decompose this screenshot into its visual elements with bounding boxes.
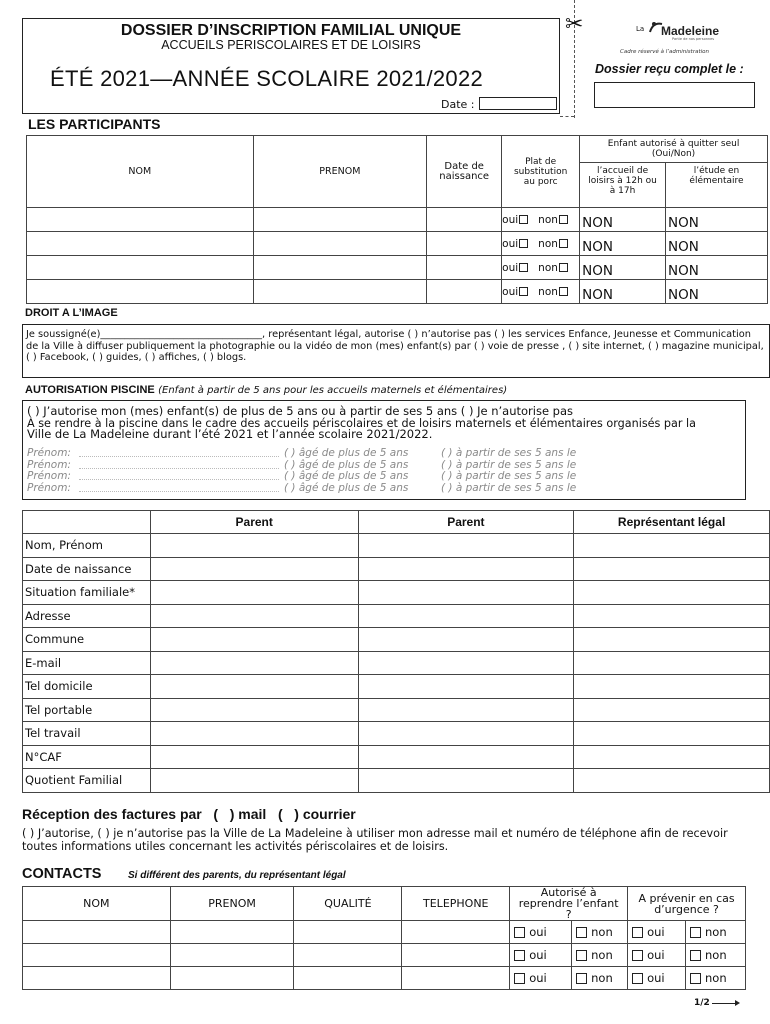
col-qualite: QUALITÉ: [294, 887, 402, 921]
non-checkbox[interactable]: [559, 263, 568, 272]
representant-cell[interactable]: [574, 722, 770, 746]
prenom-cell[interactable]: [253, 208, 427, 232]
scissors-icon: ✂: [565, 12, 584, 37]
oui-checkbox[interactable]: [514, 973, 525, 984]
non-label: non: [591, 948, 613, 962]
date-cell[interactable]: [427, 208, 502, 232]
oui-option[interactable]: [510, 967, 572, 990]
table-row: [23, 698, 770, 722]
parents-table: [22, 510, 770, 793]
representant-cell[interactable]: [574, 745, 770, 769]
prenom-cell[interactable]: [253, 232, 427, 256]
non-option[interactable]: [572, 967, 628, 990]
prenom-field[interactable]: [79, 460, 279, 469]
col-parent-1: Parent: [150, 511, 358, 534]
piscine-note: (Enfant à partir de 5 ans pour les accueils maternels et élémentaires): [158, 385, 508, 396]
contacts-title: CONTACTS: [22, 866, 102, 882]
table-row: [27, 208, 768, 232]
col-parent-2: Parent: [358, 511, 574, 534]
oui-checkbox[interactable]: [519, 287, 528, 296]
contacts-note: Si différent des parents, du représentant légal: [128, 870, 346, 881]
col-representant: Représentant légal: [574, 511, 770, 534]
parent-2-cell[interactable]: [358, 628, 574, 652]
piscine-box: [22, 400, 746, 500]
row-label: Date de naissance: [23, 557, 151, 581]
oui-checkbox[interactable]: [514, 927, 525, 938]
piscine-line-2: À se rendre à la piscine dans le cadre des accueils périscolaires et de loisirs maternels et élémentaires organisés par la: [27, 416, 697, 430]
non-label: non: [591, 925, 613, 939]
oui-label: oui: [647, 948, 665, 962]
non-option[interactable]: [686, 944, 746, 967]
row-label: Quotient Familial: [23, 769, 151, 793]
table-row: [23, 651, 770, 675]
table-row: [23, 557, 770, 581]
table-row: [23, 769, 770, 793]
etude-value[interactable]: NON: [666, 232, 768, 256]
date-field[interactable]: [479, 97, 557, 110]
non-option[interactable]: [686, 967, 746, 990]
representant-cell[interactable]: [574, 769, 770, 793]
accueil-value[interactable]: NON: [580, 280, 666, 304]
row-label: N°CAF: [23, 745, 151, 769]
etude-value[interactable]: NON: [666, 256, 768, 280]
plat-cell: oui non: [502, 208, 580, 232]
admin-note: Cadre réservé à l’administration: [620, 49, 709, 55]
telephone-cell[interactable]: [402, 921, 510, 944]
parent-2-cell[interactable]: [358, 745, 574, 769]
non-checkbox[interactable]: [576, 927, 587, 938]
representant-cell[interactable]: [574, 698, 770, 722]
row-label: Situation familiale*: [23, 581, 151, 605]
cut-line-horizontal: [560, 116, 574, 117]
piscine-line-3: Ville de La Madeleine durant l’été 2021 et l’année scolaire 2021/2022.: [27, 427, 433, 441]
representant-cell[interactable]: [574, 534, 770, 558]
parent-1-cell[interactable]: [150, 769, 358, 793]
table-row: [23, 745, 770, 769]
table-row: [27, 280, 768, 304]
col-nom: NOM: [23, 887, 171, 921]
table-row: [23, 581, 770, 605]
table-row: [27, 232, 768, 256]
non-checkbox[interactable]: [559, 287, 568, 296]
non-option[interactable]: [572, 944, 628, 967]
col-prenom: PRENOM: [170, 887, 294, 921]
col-plat: Plat de substitution au porc: [502, 136, 580, 208]
table-row: [23, 604, 770, 628]
dossier-recu-field[interactable]: [594, 82, 755, 108]
nom-cell[interactable]: [27, 256, 254, 280]
oui-label: oui: [529, 948, 547, 962]
oui-label: oui: [529, 925, 547, 939]
prenom-cell[interactable]: [170, 944, 294, 967]
non-option[interactable]: [686, 921, 746, 944]
next-page-arrow-icon: [712, 1003, 738, 1004]
parent-2-cell[interactable]: [358, 534, 574, 558]
droit-image-text[interactable]: Je soussigné(e)_________________________________, représentant légal, autorise ( ) n’autorise pas ( ) les services Enfance, Jeunesse et Communication de la Ville à diffuser publiquement la photographie ou la vidéo de mon (mes) enfant(s) par ( ) voie de presse , ( ) site internet, ( ) magazine municipal, ( ) Facebook, ( ) guides, ( ) affiches, ( ) blogs.: [26, 329, 764, 363]
col-prenom: PRENOM: [253, 136, 427, 208]
telephone-cell[interactable]: [402, 967, 510, 990]
parent-2-cell[interactable]: [358, 604, 574, 628]
piscine-children: [27, 448, 576, 494]
prenom-cell[interactable]: [253, 280, 427, 304]
table-row: [23, 628, 770, 652]
non-checkbox[interactable]: [690, 973, 701, 984]
telephone-cell[interactable]: [402, 944, 510, 967]
list-item: Prénom: ( ) âgé de plus de 5 ans ( ) à partir de ses 5 ans le: [27, 481, 577, 494]
parent-2-cell[interactable]: [358, 581, 574, 605]
logo-tagline: Partie de nos personnes: [672, 37, 715, 41]
row-label: Nom, Prénom: [23, 534, 151, 558]
date-cell[interactable]: [427, 280, 502, 304]
parent-2-cell[interactable]: [358, 557, 574, 581]
date-cell[interactable]: [427, 256, 502, 280]
representant-cell[interactable]: [574, 557, 770, 581]
header-box: [22, 18, 560, 114]
plat-cell: oui non: [502, 280, 580, 304]
factures-consent[interactable]: ( ) J’autorise, ( ) je n’autorise pas la Ville de La Madeleine à utiliser mon adresse mail et numéro de téléphone afin de recevoir toutes informations utiles concernant les activités périscolaires et de loisirs.: [22, 827, 728, 853]
parent-1-cell[interactable]: [150, 745, 358, 769]
oui-checkbox[interactable]: [632, 950, 643, 961]
oui-checkbox[interactable]: [632, 927, 643, 938]
piscine-line-1[interactable]: ( ) J’autorise mon (mes) enfant(s) de plus de 5 ans ou à partir de ses 5 ans ( ) Je n’autorise pas: [27, 404, 574, 418]
parent-1-cell[interactable]: [150, 581, 358, 605]
list-item: Prénom: ( ) âgé de plus de 5 ans ( ) à partir de ses 5 ans le: [27, 447, 577, 459]
representant-cell[interactable]: [574, 628, 770, 652]
col-etude: l’étude en élémentaire: [666, 163, 768, 208]
parent-1-cell[interactable]: [150, 651, 358, 675]
col-accueil: l’accueil de loisirs à 12h ou à 17h: [580, 163, 666, 208]
piscine-title: AUTORISATION PISCINE: [25, 384, 155, 396]
oui-label: oui: [529, 971, 547, 985]
factures-title[interactable]: Réception des factures par ( ) mail ( ) courrier: [22, 806, 356, 822]
etude-value[interactable]: NON: [666, 280, 768, 304]
oui-option[interactable]: [628, 967, 686, 990]
non-label: non: [705, 948, 727, 962]
etude-value[interactable]: NON: [666, 208, 768, 232]
col-date-naissance: Date de naissance: [427, 136, 502, 208]
non-checkbox[interactable]: [690, 950, 701, 961]
oui-option[interactable]: [510, 921, 572, 944]
qualite-cell[interactable]: [294, 921, 402, 944]
col-urgence: A prévenir en cas d’urgence ?: [628, 887, 746, 921]
representant-cell[interactable]: [574, 581, 770, 605]
non-checkbox[interactable]: [559, 239, 568, 248]
droit-image-title: DROIT A L’IMAGE: [25, 307, 118, 319]
table-row: [23, 944, 746, 967]
dossier-recu-label: Dossier reçu complet le :: [595, 62, 744, 76]
list-item: Prénom: ( ) âgé de plus de 5 ans ( ) à partir de ses 5 ans le: [27, 458, 577, 471]
plat-cell: oui non: [502, 256, 580, 280]
non-option[interactable]: [572, 921, 628, 944]
plat-cell: oui non: [502, 232, 580, 256]
droit-image-box: [22, 324, 770, 378]
col-reprendre: Autorisé à reprendre l’enfant ?: [510, 887, 628, 921]
prenom-cell[interactable]: [170, 921, 294, 944]
oui-checkbox[interactable]: [514, 950, 525, 961]
table-row: [23, 967, 746, 990]
oui-option[interactable]: [628, 921, 686, 944]
nom-cell[interactable]: [27, 232, 254, 256]
parent-1-cell[interactable]: [150, 722, 358, 746]
date-label: Date :: [441, 98, 475, 111]
parent-1-cell[interactable]: [150, 628, 358, 652]
parent-1-cell[interactable]: [150, 557, 358, 581]
nom-cell[interactable]: [23, 921, 171, 944]
contacts-table: [22, 886, 746, 990]
parent-2-cell[interactable]: [358, 769, 574, 793]
season-title: ÉTÉ 2021—ANNÉE SCOLAIRE 2021/2022: [50, 66, 484, 91]
prenom-cell[interactable]: [170, 967, 294, 990]
row-label: Adresse: [23, 604, 151, 628]
representant-cell[interactable]: [574, 675, 770, 699]
table-row: [23, 921, 746, 944]
parent-2-cell[interactable]: [358, 675, 574, 699]
table-row: [23, 675, 770, 699]
oui-checkbox[interactable]: [632, 973, 643, 984]
accueil-value[interactable]: NON: [580, 232, 666, 256]
oui-checkbox[interactable]: [519, 215, 528, 224]
prenom-field[interactable]: [79, 471, 279, 480]
logo-prefix: La: [636, 25, 645, 33]
piscine-header: [25, 384, 507, 396]
non-checkbox[interactable]: [690, 927, 701, 938]
parent-1-cell[interactable]: [150, 675, 358, 699]
oui-checkbox[interactable]: [519, 239, 528, 248]
row-label: Tel domicile: [23, 675, 151, 699]
row-label: Tel portable: [23, 698, 151, 722]
nom-cell[interactable]: [27, 280, 254, 304]
logo-name: Madeleine: [661, 24, 720, 38]
prenom-cell[interactable]: [253, 256, 427, 280]
row-label: E-mail: [23, 651, 151, 675]
oui-label: oui: [647, 925, 665, 939]
oui-label: oui: [647, 971, 665, 985]
form-title: DOSSIER D’INSCRIPTION FAMILIAL UNIQUE: [120, 22, 462, 39]
col-label: [23, 511, 151, 534]
nom-cell[interactable]: [23, 967, 171, 990]
non-checkbox[interactable]: [576, 950, 587, 961]
row-label: Commune: [23, 628, 151, 652]
table-row: [27, 256, 768, 280]
row-label: Tel travail: [23, 722, 151, 746]
prenom-field[interactable]: [79, 448, 279, 457]
table-row: [23, 534, 770, 558]
participants-title: LES PARTICIPANTS: [28, 116, 161, 132]
date-cell[interactable]: [427, 232, 502, 256]
nom-cell[interactable]: [27, 208, 254, 232]
oui-option[interactable]: [628, 944, 686, 967]
parent-2-cell[interactable]: [358, 651, 574, 675]
accueil-value[interactable]: NON: [580, 256, 666, 280]
col-telephone: TELEPHONE: [402, 887, 510, 921]
form-subtitle: ACCUEILS PERISCOLAIRES ET DE LOISIRS: [161, 38, 421, 52]
representant-cell[interactable]: [574, 604, 770, 628]
col-nom: NOM: [27, 136, 254, 208]
parent-1-cell[interactable]: [150, 534, 358, 558]
non-label: non: [705, 925, 727, 939]
nom-cell[interactable]: [23, 944, 171, 967]
qualite-cell[interactable]: [294, 944, 402, 967]
qualite-cell[interactable]: [294, 967, 402, 990]
non-label: non: [591, 971, 613, 985]
table-row: [23, 722, 770, 746]
page-number: 1/2: [694, 998, 710, 1008]
non-checkbox[interactable]: [559, 215, 568, 224]
col-autorise: Enfant autorisé à quitter seul (Oui/Non): [580, 136, 768, 163]
parent-2-cell[interactable]: [358, 722, 574, 746]
oui-option[interactable]: [510, 944, 572, 967]
participants-table: [26, 135, 768, 304]
non-label: non: [705, 971, 727, 985]
non-checkbox[interactable]: [576, 973, 587, 984]
parent-2-cell[interactable]: [358, 698, 574, 722]
accueil-value[interactable]: NON: [580, 208, 666, 232]
parent-1-cell[interactable]: [150, 604, 358, 628]
oui-checkbox[interactable]: [519, 263, 528, 272]
list-item: Prénom: ( ) âgé de plus de 5 ans ( ) à partir de ses 5 ans le: [27, 470, 577, 482]
parent-1-cell[interactable]: [150, 698, 358, 722]
prenom-field[interactable]: [79, 483, 279, 492]
representant-cell[interactable]: [574, 651, 770, 675]
